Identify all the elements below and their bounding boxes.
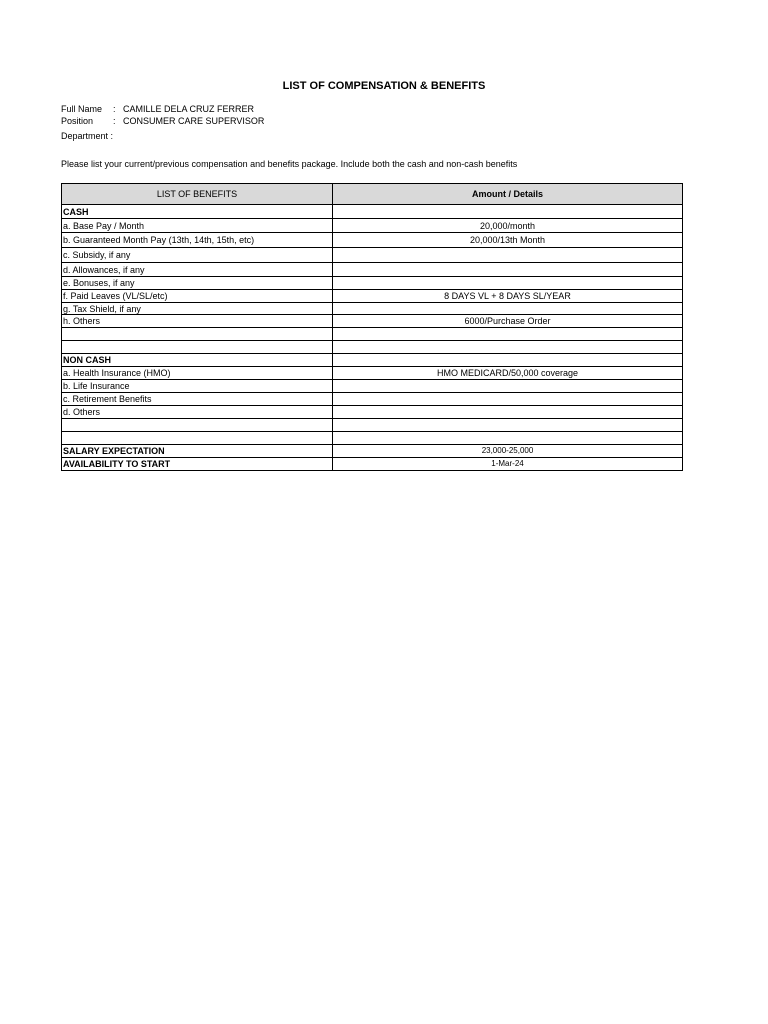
table-row: [62, 328, 683, 341]
benefit-label[interactable]: [62, 328, 333, 341]
benefit-label[interactable]: a. Health Insurance (HMO): [62, 367, 333, 380]
full-name-value: CAMILLE DELA CRUZ FERRER: [123, 104, 255, 114]
table-row: [62, 406, 683, 419]
benefit-label[interactable]: [62, 419, 333, 432]
table-row: [62, 341, 683, 354]
position-line: [61, 116, 264, 126]
benefit-label[interactable]: e. Bonuses, if any: [62, 277, 333, 290]
table-row: [62, 277, 683, 290]
benefit-label[interactable]: NON CASH: [62, 354, 333, 367]
benefit-label[interactable]: a. Base Pay / Month: [62, 219, 333, 233]
position-label: Position: [61, 116, 94, 126]
table-row: [62, 419, 683, 432]
benefit-value[interactable]: 6000/Purchase Order: [333, 315, 683, 328]
header-list-of-benefits: LIST OF BENEFITS: [62, 184, 333, 205]
benefit-label[interactable]: c. Retirement Benefits: [62, 393, 333, 406]
benefit-value[interactable]: [333, 419, 683, 432]
benefit-label[interactable]: b. Life Insurance: [62, 380, 333, 393]
table-row: [62, 205, 683, 219]
benefit-value[interactable]: [333, 432, 683, 445]
benefit-label[interactable]: f. Paid Leaves (VL/SL/etc): [62, 290, 333, 303]
table-row: [62, 233, 683, 248]
page-title: LIST OF COMPENSATION & BENEFITS: [282, 80, 486, 92]
benefit-value[interactable]: [333, 303, 683, 315]
benefit-value[interactable]: [333, 248, 683, 263]
table-row: [62, 263, 683, 277]
salary-expectation-label[interactable]: SALARY EXPECTATION: [62, 445, 333, 458]
table-row: [62, 315, 683, 328]
instructions-text: Please list your current/previous compensation and benefits package. Include both the cash and non-cash benefits: [61, 159, 518, 169]
position-separator: :: [113, 116, 116, 126]
benefit-value[interactable]: [333, 205, 683, 219]
benefit-label[interactable]: [62, 432, 333, 445]
benefit-value[interactable]: [333, 328, 683, 341]
benefit-value[interactable]: 20,000/month: [333, 219, 683, 233]
benefit-value[interactable]: [333, 380, 683, 393]
salary-expectation-value[interactable]: 23,000-25,000: [333, 445, 683, 458]
table-row: [62, 380, 683, 393]
table-row: [62, 367, 683, 380]
benefit-value[interactable]: [333, 393, 683, 406]
table-row: [62, 219, 683, 233]
header-amount-details: Amount / Details: [333, 184, 683, 205]
availability-value[interactable]: 1-Mar-24: [333, 458, 683, 471]
benefit-label[interactable]: g. Tax Shield, if any: [62, 303, 333, 315]
benefit-value[interactable]: [333, 354, 683, 367]
table-row: [62, 248, 683, 263]
benefit-value[interactable]: [333, 277, 683, 290]
full-name-separator: :: [113, 104, 116, 114]
availability-label[interactable]: AVAILABILITY TO START: [62, 458, 333, 471]
benefit-label[interactable]: b. Guaranteed Month Pay (13th, 14th, 15th, etc): [62, 233, 333, 248]
benefit-value[interactable]: 20,000/13th Month: [333, 233, 683, 248]
table-row: [62, 303, 683, 315]
benefit-value[interactable]: [333, 341, 683, 354]
benefits-table: [61, 183, 683, 471]
table-row: [62, 458, 683, 471]
benefit-value[interactable]: [333, 263, 683, 277]
benefit-label[interactable]: d. Allowances, if any: [62, 263, 333, 277]
department-line: [61, 131, 113, 141]
benefit-label[interactable]: CASH: [62, 205, 333, 219]
benefit-label[interactable]: c. Subsidy, if any: [62, 248, 333, 263]
full-name-label: Full Name: [61, 104, 103, 114]
full-name-line: [61, 104, 254, 114]
table-row: [62, 290, 683, 303]
benefit-label[interactable]: [62, 341, 333, 354]
table-row: [62, 354, 683, 367]
benefit-value[interactable]: [333, 406, 683, 419]
table-row: [62, 445, 683, 458]
benefit-value[interactable]: HMO MEDICARD/50,000 coverage: [333, 367, 683, 380]
benefit-value[interactable]: 8 DAYS VL + 8 DAYS SL/YEAR: [333, 290, 683, 303]
department-label: Department :: [61, 131, 114, 141]
position-value: CONSUMER CARE SUPERVISOR: [123, 116, 265, 126]
benefit-label[interactable]: h. Others: [62, 315, 333, 328]
benefit-label[interactable]: d. Others: [62, 406, 333, 419]
table-header-row: [62, 184, 683, 205]
table-row: [62, 393, 683, 406]
table-row: [62, 432, 683, 445]
